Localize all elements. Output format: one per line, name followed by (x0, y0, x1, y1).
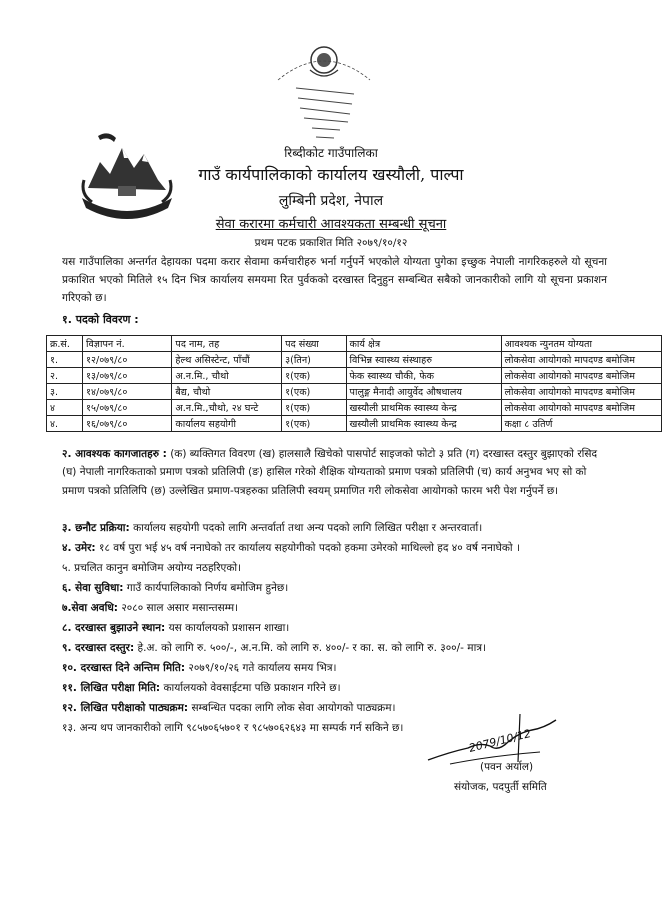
item-exam-date (62, 681, 341, 695)
table-cell: लोकसेवा आयोगको मापदण्ड बमोजिम (501, 384, 661, 400)
item-label: १२. लिखित परीक्षाको पाठ्यक्रम: (62, 702, 189, 714)
table-cell: १(एक) (282, 400, 346, 416)
table-header-row (47, 336, 662, 352)
item-label: १०. दरखास्त दिने अन्तिम मिति: (62, 662, 186, 674)
item-text: १८ वर्ष पुरा भई ४५ वर्ष ननाघेको तर कार्यालय सहयोगीको पदको हकमा उमेरको माथिल्लो हद ४० वर्ष ननाघेको । (95, 542, 520, 554)
item-label: ३. छनौट प्रक्रिया: (62, 522, 130, 534)
item-text: ५. प्रचलित कानुन बमोजिम अयोग्य नठहरिएको। (62, 562, 242, 574)
office-seal-stamp (268, 40, 380, 144)
table-cell: ४ (47, 400, 83, 416)
table-cell: खस्यौली प्राथमिक स्वास्थ्य केन्द्र (346, 400, 501, 416)
post-details-table (46, 335, 662, 432)
table-cell: लोकसेवा आयोगको मापदण्ड बमोजिम (501, 368, 661, 384)
item-text: २०७९/१०/२६ गते कार्यालय समय भित्र। (185, 662, 337, 674)
table-row (47, 352, 662, 368)
item-application-fee (62, 641, 486, 655)
table-cell: २. (47, 368, 83, 384)
table-cell: १३/०७९/८० (82, 368, 171, 384)
table-cell: ४. (47, 416, 83, 432)
item-submission-place (62, 621, 289, 635)
municipality-name: रिब्दीकोट गाउँपालिका (284, 146, 378, 160)
signature-date: 2079/10/12 (467, 726, 533, 755)
table-cell: अ.न.मि., चौथो (172, 368, 282, 384)
item-label: ६. सेवा सुविधा: (62, 582, 124, 594)
table-cell: १६/०७९/८० (82, 416, 171, 432)
table-cell: ३. (47, 384, 83, 400)
header-cell: कार्य क्षेत्र (346, 336, 501, 352)
header-cell: क्र.सं. (47, 336, 83, 352)
header-cell: पद संख्या (282, 336, 346, 352)
table-cell: १(एक) (282, 368, 346, 384)
table-row (47, 416, 662, 432)
item-service-benefits (62, 581, 288, 595)
item-deadline (62, 661, 337, 675)
item-text: कार्यालय सहयोगी पदको लागि अन्तर्वार्ता तथा अन्य पदको लागि लिखित परीक्षा र अन्तरवार्ता। (129, 522, 483, 534)
item-text: गाउँ कार्यपालिकाको निर्णय बमोजिम हुनेछ। (123, 582, 289, 594)
table-cell: कक्षा ८ उतिर्ण (501, 416, 661, 432)
item-label: ४. उमेर: (62, 542, 96, 554)
table-cell: लोकसेवा आयोगको मापदण्ड बमोजिम (501, 400, 661, 416)
header-cell: पद नाम, तह (172, 336, 282, 352)
item-label: ९. दरखास्त दस्तुर: (62, 642, 135, 654)
header-cell: आवश्यक न्युनतम योग्यता (501, 336, 661, 352)
table-cell: फेक स्वास्थ्य चौकी, फेक (346, 368, 501, 384)
intro-paragraph: यस गाउँपालिका अन्तर्गत देहायका पदमा करार सेवामा कर्मचारीहरु भर्ना गर्नुपर्ने भएकोले योग्यता पुगेका इच्छुक नेपाली नागरिकहरुले यो सूचना प्रकाशित भएको मितिले १५ दिन भित्र कार्यालय समयमा रित पुर्वकको दरखास्त दिनुहुन सम्बन्धित सबैको जानकारीको लागि यो सूचना प्रकाशन गरिएको छ। (62, 256, 607, 304)
signatory-name: (पवन अर्याल) (480, 761, 534, 773)
publish-date: प्रथम पटक प्रकाशित मिति २०७९/१०/१२ (254, 237, 408, 249)
item-service-period (62, 601, 238, 615)
table-cell: अ.न.मि.,चौथो, २४ घन्टे (172, 400, 282, 416)
item-text: हे.अ. को लागि रु. ५००/-, अ.न.मि. को लागि रु. ४००/- र का. स. को लागि रु. ३००/- मात्र। (134, 642, 487, 654)
required-documents-text: (क) ब्यक्तिगत विवरण (ख) हालसालै खिचेको पासपोर्ट साइजको फोटो ३ प्रति (ग) दरखास्त दस्तुर बुझाएको रसिद (घ) नेपाली नागरिकताको प्रमाण पत्रको प्रतिलिपी (ङ) हासिल गरेको शैक्षिक योग्यताको प्रमाण पत्रको प्रतिलिपी (च) कार्य अनुभव भए सो को प्रमाण पत्रको प्रतिलिपि (छ) उल्लेखित प्रमाण-पत्रहरुका प्रतिलिपी स्वयम् प्रमाणित गरी लोकसेवा आयोगको फारम भरी पेश गर्नुपर्ने छ। (62, 448, 598, 497)
section-title-posts: १. पदको विवरण : (62, 313, 139, 326)
item-selection-process (62, 521, 482, 535)
signatory-role: संयोजक, पदपुर्ती समिति (454, 781, 547, 793)
table-cell: लोकसेवा आयोगको मापदण्ड बमोजिम (501, 352, 661, 368)
header-cell: विज्ञापन नं. (82, 336, 171, 352)
table-cell: १५/०७९/८० (82, 400, 171, 416)
item-text: सम्बन्धित पदका लागि लोक सेवा आयोगको पाठ्यक्रम। (188, 702, 396, 714)
table-cell: खस्यौली प्राथमिक स्वास्थ्य केन्द्र (346, 416, 501, 432)
table-row (47, 384, 662, 400)
item-label: ११. लिखित परीक्षा मिति: (62, 682, 161, 694)
required-documents-label: २. आवश्यक कागजातहरु : (62, 448, 167, 460)
table-cell: हेल्थ असिस्टेन्ट, पाँचौं (172, 352, 282, 368)
table-cell: १(एक) (282, 416, 346, 432)
table-cell: बैद्य, चौथो (172, 384, 282, 400)
item-text: यस कार्यालयको प्रशासन शाखा। (165, 622, 290, 634)
required-documents-paragraph (62, 445, 612, 500)
table-cell: कार्यालय सहयोगी (172, 416, 282, 432)
office-name: गाउँ कार्यपालिकाको कार्यालय खस्यौली, पाल्पा (198, 165, 464, 184)
table-cell: पालुङ्ग मैनादी आयुर्वेद औषधालय (346, 384, 501, 400)
table-cell: १. (47, 352, 83, 368)
notice-title: सेवा करारमा कर्मचारी आवश्यकता सम्बन्धी सूचना (215, 217, 447, 232)
table-cell: विभिन्न स्वास्थ्य संस्थाहरु (346, 352, 501, 368)
item-contact (62, 721, 403, 735)
table-cell: १२/०७९/८० (82, 352, 171, 368)
item-label: ८. दरखास्त बुझाउने स्थान: (62, 622, 166, 634)
province-name: लुम्बिनी प्रदेश, नेपाल (278, 193, 384, 209)
item-text: १३. अन्य थप जानकारीको लागि ९८५७०६५७०१ र ९८५७०६२६४३ मा सम्पर्क गर्न सकिने छ। (62, 722, 404, 734)
item-label: ७.सेवा अवधि: (62, 602, 118, 614)
table-cell: १(एक) (282, 384, 346, 400)
table-row (47, 368, 662, 384)
item-syllabus (62, 701, 396, 715)
item-text: कार्यालयको वेवसाईटमा पछि प्रकाशन गरिने छ। (160, 682, 341, 694)
item-text: २०८० साल असार मसान्तसम्म। (118, 602, 239, 614)
item-eligibility (62, 561, 241, 575)
table-cell: ३(तिन) (282, 352, 346, 368)
table-row (47, 400, 662, 416)
item-age (62, 541, 520, 555)
table-cell: १४/०७९/८० (82, 384, 171, 400)
